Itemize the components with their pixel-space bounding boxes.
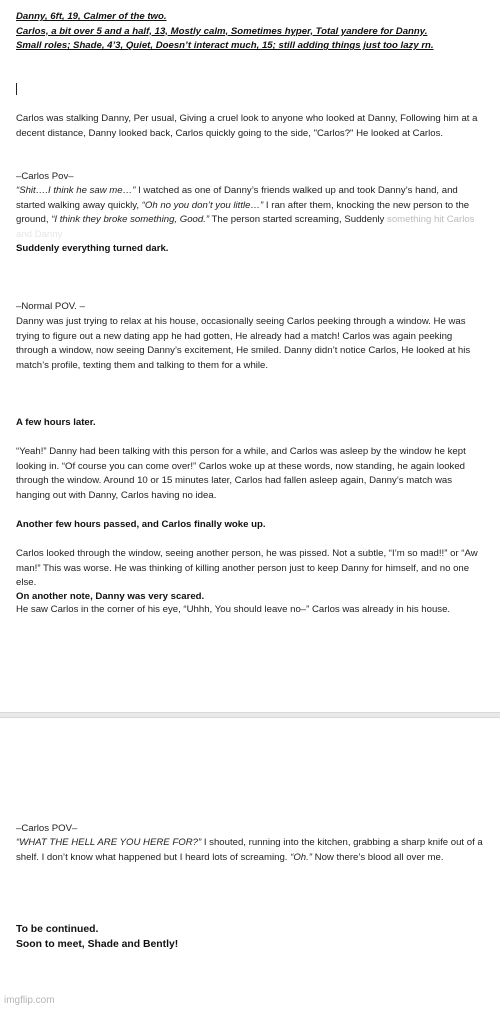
- header-line-danny: Danny, 6ft, 19, Calmer of the two.: [16, 11, 167, 22]
- to-be-continued: To be continued.: [16, 924, 99, 935]
- text-cursor: [16, 83, 17, 95]
- paragraph-pissed: Carlos looked through the window, seeing another person, he was pissed. Not a subtle, “I’m so mad!!” or “Aw man!” This was worse. He was thinking of killing another person just to keep Danny for himself, and no one else.: [16, 548, 478, 589]
- quote-little: “Oh no you don’t you little…”: [141, 199, 264, 211]
- paragraph-normal-pov: Danny was just trying to relax at his house, occasionally seeing Carlos peeking through a window. He was trying to figure out a new dating app he had gotten, He already had a match! Carlos was again peeking through a window, now seeing Danny’s excitement, He smiled. Danny didn’t notice Carlos, He looked at his match’s profile, texting them and talking to them for a while.: [16, 316, 471, 371]
- faded-text-hit: something hit Carlos: [387, 214, 475, 226]
- heading-few-hours: A few hours later.: [16, 417, 96, 428]
- heading-another-few-hours: Another few hours passed, and Carlos finally woke up.: [16, 519, 266, 530]
- quote-what-the-hell: “WHAT THE HELL ARE YOU HERE FOR?”: [16, 837, 202, 848]
- text-screaming: The person started screaming, Suddenly: [209, 214, 388, 226]
- normal-pov-label: –Normal POV. –: [16, 301, 85, 312]
- paragraph-yeah: “Yeah!” Danny had been talking with this person for a while, and Carlos was asleep by the window he kept looking in. “Of course you can come over!” Carlos woke up at these words, now standing, he again looked through the window. Around 10 or 15 minutes later, Carlos had fallen asleep again, Danny’s match was hanging out with Danny, Carlos having no idea.: [16, 446, 466, 501]
- paragraph-corner: He saw Carlos in the corner of his eye, “Uhhh, You should leave no–” Carlos was already in his house.: [16, 604, 451, 615]
- text-cursor-line[interactable]: [16, 83, 484, 98]
- document-page-2: [0, 718, 500, 1010]
- paragraph-stalking: Carlos was stalking Danny, Per usual, Giving a cruel look to anyone who looked at Danny, Following him at a decent distance, Danny looked back, Carlos quickly going to the side, "Carlos?" He looked at Carlos.: [16, 113, 478, 139]
- faded-text-danny: and Danny: [16, 228, 63, 240]
- line-turned-dark: Suddenly everything turned dark.: [16, 243, 169, 254]
- carlos-pov-label: –Carlos Pov–: [16, 171, 74, 182]
- carlos-pov2-label: –Carlos POV–: [16, 823, 78, 834]
- paragraph-carlos-pov: [16, 184, 484, 242]
- imgflip-watermark: imgflip.com: [4, 995, 55, 1006]
- quote-oh: “Oh.”: [290, 851, 312, 863]
- quote-saw-me: “Shit….I think he saw me…”: [16, 185, 136, 196]
- character-header: [16, 10, 484, 54]
- header-line-shade: Small roles; Shade, 4’3, Quiet, Doesn’t interact much, 15; still adding things just too lazy rn.: [16, 40, 434, 52]
- text-blood: Now there’s blood all over me.: [311, 851, 444, 863]
- text-friends: I watched as one of Danny’s friends walked up and took Danny’s hand, and started walking away quickly,: [16, 185, 458, 211]
- quote-broke: “I think they broke something, Good.”: [51, 214, 210, 226]
- line-very-scared: On another note, Danny was very scared.: [16, 591, 205, 602]
- paragraph-carlos-pov2: [16, 836, 484, 865]
- soon-to-meet: Soon to meet, Shade and Bently!: [16, 939, 179, 950]
- text-ran: I ran after them, knocking the new person to the ground,: [16, 199, 470, 226]
- text-kitchen: I shouted, running into the kitchen, grabbing a sharp knife out of a shelf. I don’t know what happened but I heard lots of screaming.: [16, 837, 483, 863]
- header-line-carlos: Carlos, a bit over 5 and a half, 13, Mostly calm, Sometimes hyper, Total yandere for Danny.: [16, 25, 428, 37]
